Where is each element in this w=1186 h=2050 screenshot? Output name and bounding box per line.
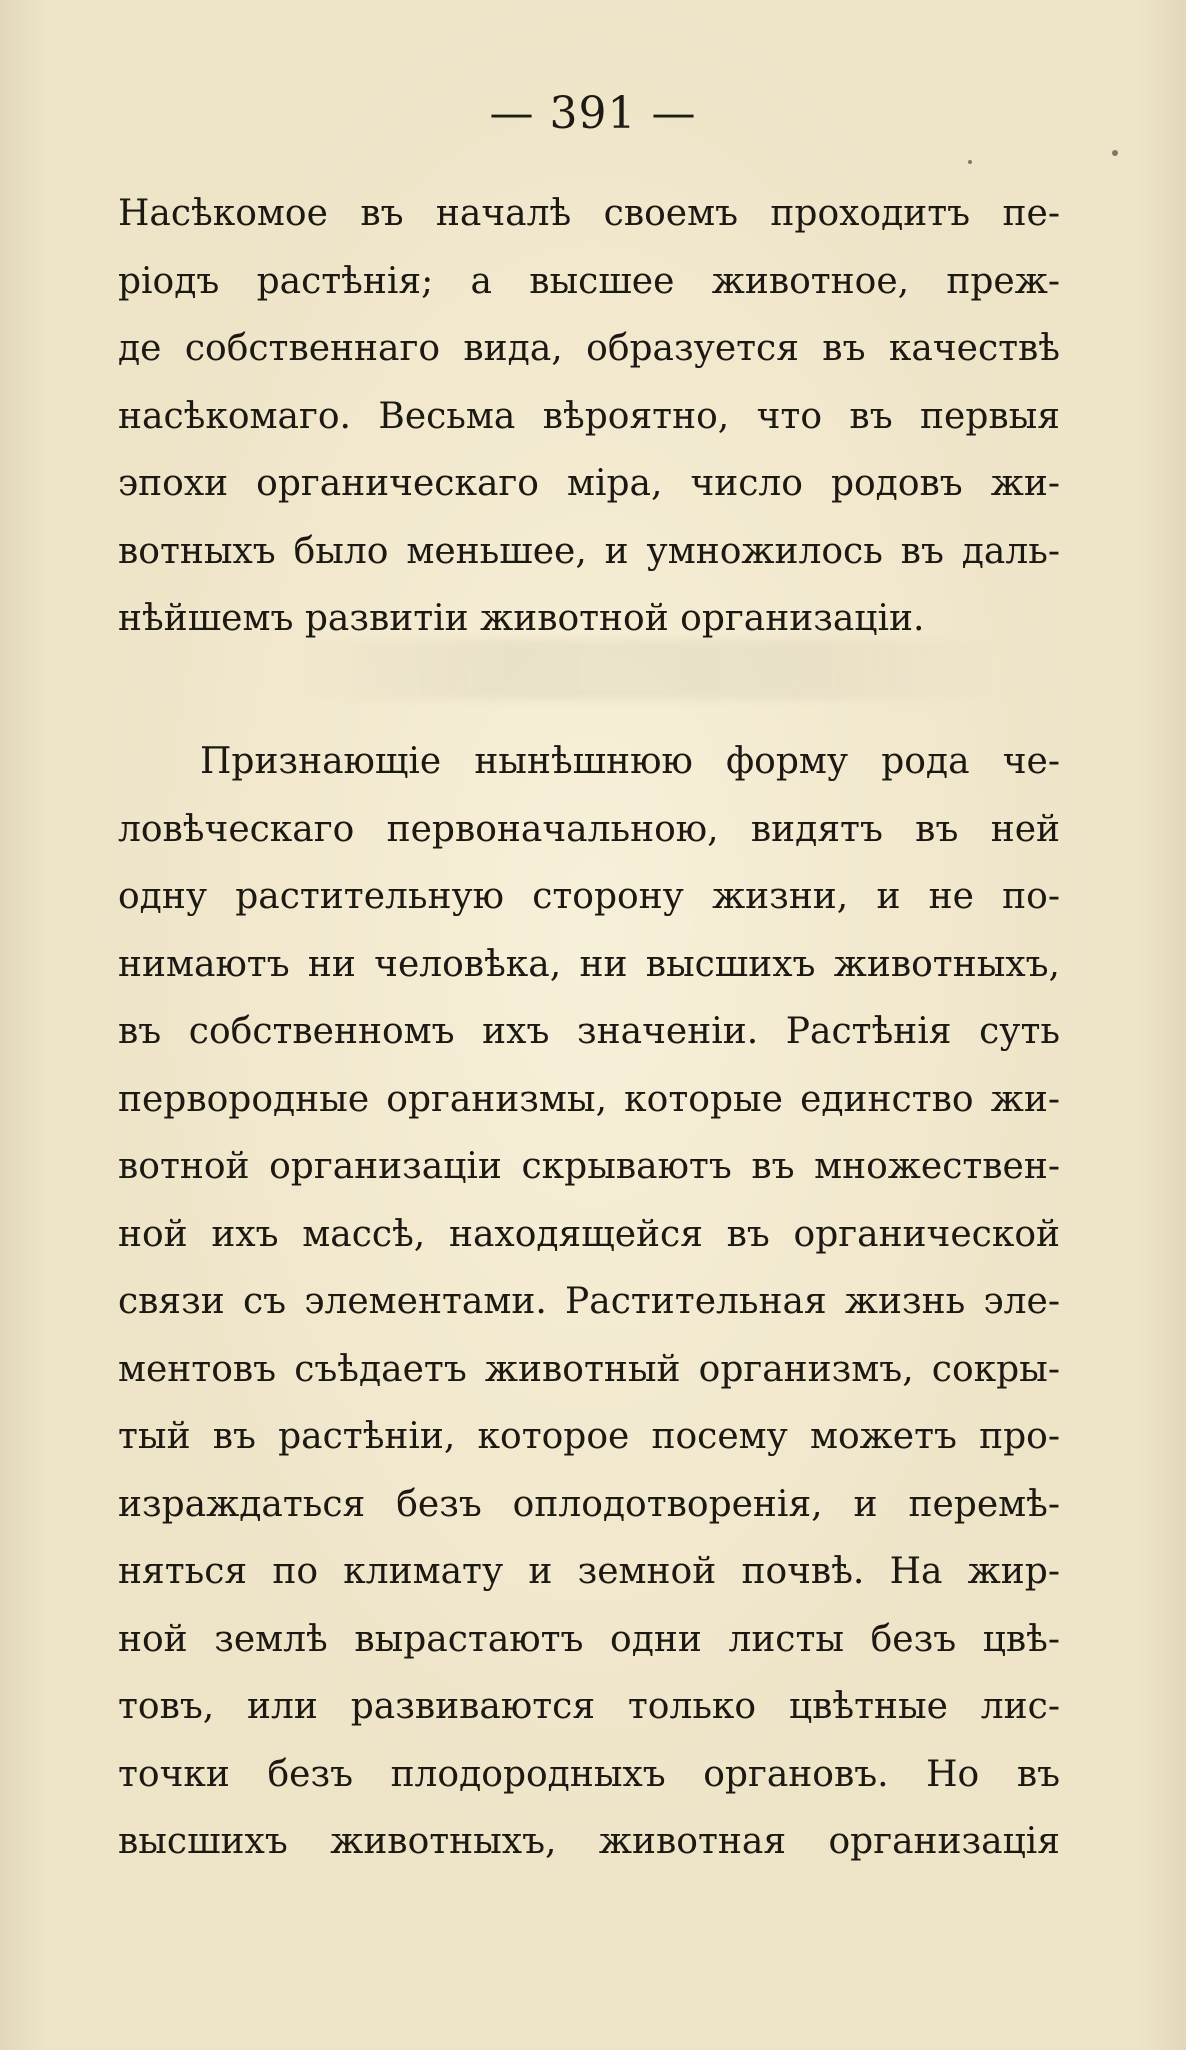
paper-speck [968,160,972,164]
paragraph-1 [118,180,1060,653]
text-line: ментовъ съѣдаетъ животный организмъ, сокры- [118,1348,1060,1390]
text-line: ной землѣ вырастаютъ одни листы безъ цвѣ- [118,1618,1060,1660]
text-line: первородные организмы, которые единство жи- [118,1078,1060,1120]
text-line: ной ихъ массѣ, находящейся въ органической [118,1213,1060,1255]
text-line: въ собственномъ ихъ значеніи. Растѣнія суть [118,1011,1060,1052]
text-line: Признающіе нынѣшнюю форму рода че- [200,741,1060,782]
text-line: одну растительную сторону жизни, и не по- [118,876,1060,917]
text-line: израждаться безъ оплодотворенія, и перемѣ- [118,1483,1060,1525]
text-line: тый въ растѣніи, которое посему можетъ про- [118,1416,1060,1457]
text-line: Насѣкомое въ началѣ своемъ проходитъ пе- [118,193,1060,234]
text-line: вотной организаціи скрываютъ въ множествен- [118,1146,1060,1187]
text-line: высшихъ животныхъ, животная организація [118,1821,1060,1862]
paragraph-2 [118,728,1060,1876]
text-line: точки безъ плодородныхъ органовъ. Но въ [118,1753,1060,1795]
text-line: вотныхъ было меньшее, и умножилось въ даль- [118,530,1060,572]
text-line: ловѣческаго первоначальною, видятъ въ ней [118,808,1060,850]
paper-speck [1112,150,1118,156]
text-line: няться по климату и земной почвѣ. На жир- [118,1551,1060,1592]
text-line: эпохи органическаго міра, число родовъ жи- [118,463,1060,504]
page-number: — 391 — [489,88,697,139]
text-line: ріодъ растѣнія; а высшее животное, преж- [118,260,1060,302]
text-line: нѣйшемъ развитіи животной организаціи. [118,598,925,639]
text-line: де собственнаго вида, образуется въ качествѣ [118,328,1060,369]
text-line: товъ, или развиваются только цвѣтные лис- [118,1686,1060,1727]
text-line: нимаютъ ни человѣка, ни высшихъ животныхъ, [118,943,1060,985]
text-line: связи съ элементами. Растительная жизнь эле- [118,1281,1060,1322]
text-line: насѣкомаго. Весьма вѣроятно, что въ первыя [118,395,1060,437]
